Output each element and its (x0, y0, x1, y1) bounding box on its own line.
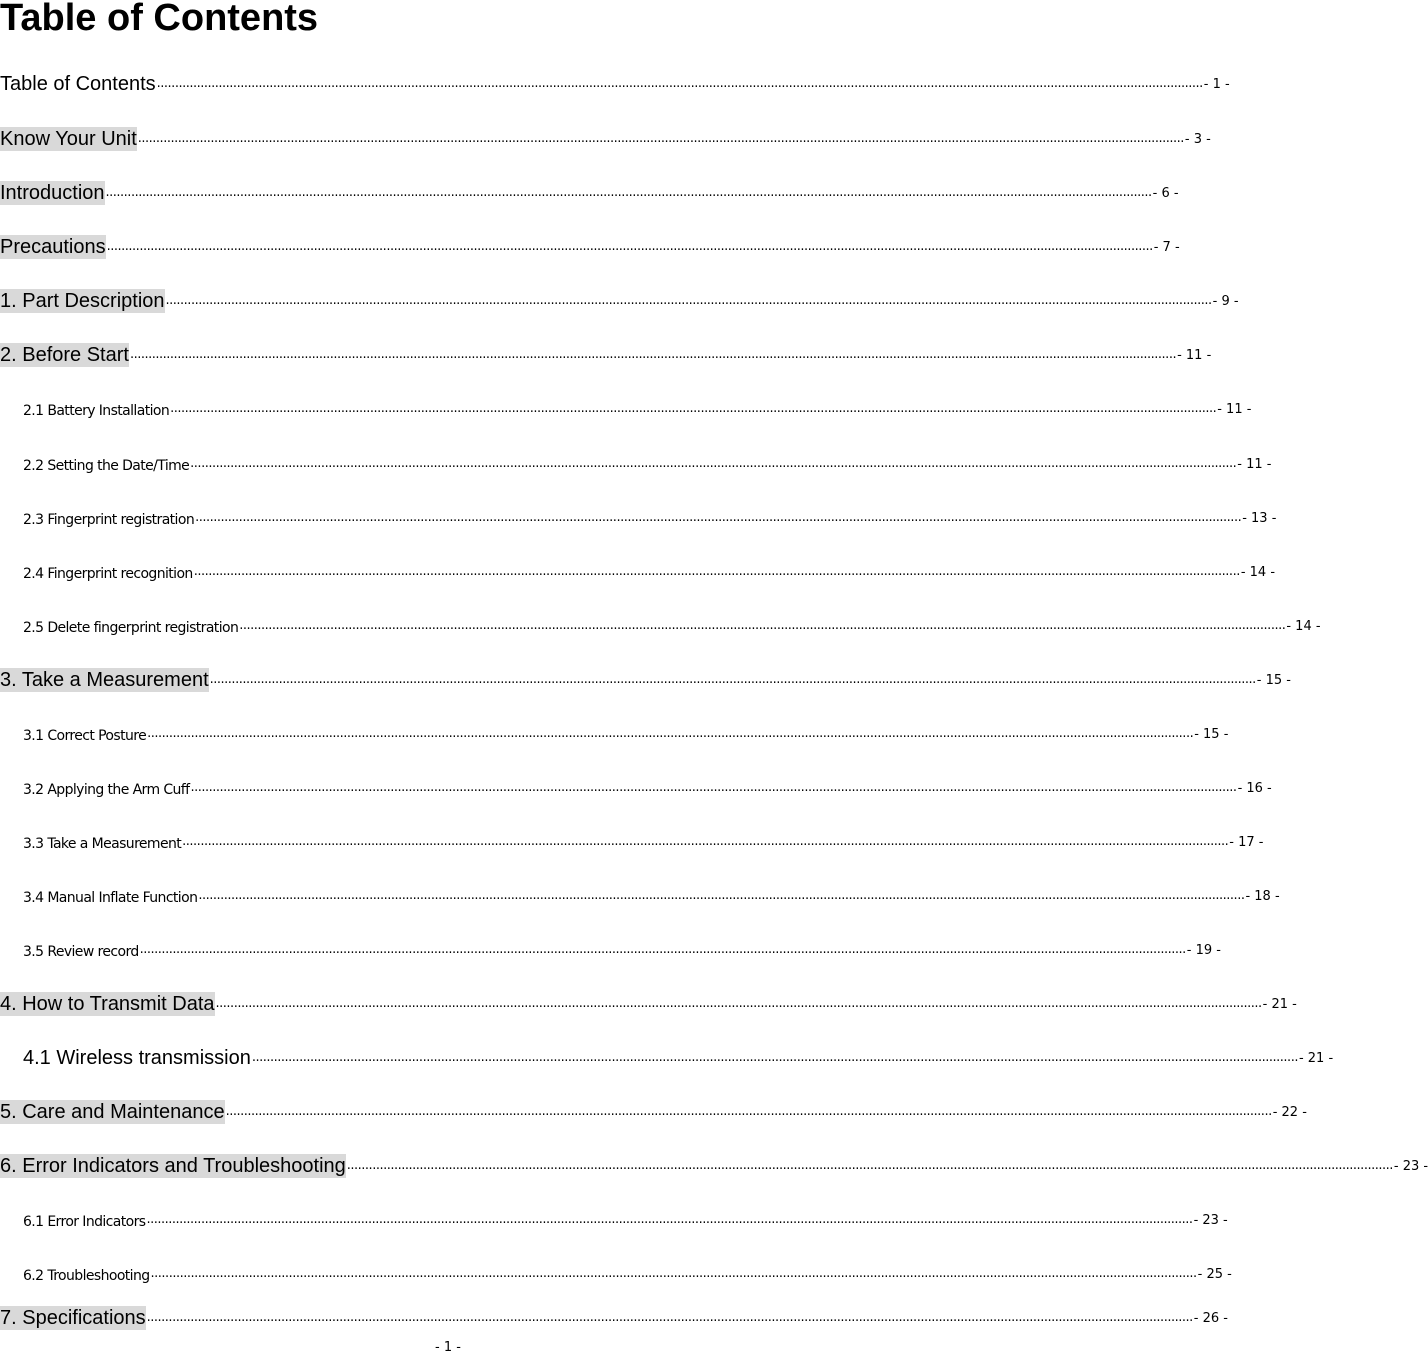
toc-entry-error-indicators-troubleshooting[interactable] (0, 1152, 1428, 1178)
toc-page-number: - 25 - (1197, 1267, 1232, 1282)
toc-page-number: - 7 - (1153, 240, 1180, 255)
toc-page-number: - 17 - (1229, 835, 1264, 850)
toc-leader-dots: ................................................................................................................................................................................................................................................................................................ (156, 76, 1203, 91)
page-title: Table of Contents (0, 0, 319, 39)
toc-leader-dots: ................................................................................................................................................................................................................................................................................................ (346, 1158, 1393, 1173)
toc-page-number: - 23 - (1193, 1213, 1228, 1228)
toc-leader-dots: ................................................................................................................................................................................................................................................................................................ (146, 1310, 1193, 1325)
toc-leader-dots: ................................................................................................................................................................................................................................................................................................ (129, 347, 1177, 362)
toc-entry-review-record[interactable] (0, 936, 1221, 962)
toc-entry-troubleshooting[interactable] (0, 1260, 1232, 1286)
toc-entry-table-of-contents[interactable] (0, 70, 1230, 96)
toc-entry-label: 2.5 Delete fingerprint registration (23, 620, 239, 636)
toc-leader-dots: ................................................................................................................................................................................................................................................................................................ (193, 564, 1240, 579)
toc-entry-label: 2.1 Battery Installation (23, 403, 170, 419)
toc-leader-dots: ................................................................................................................................................................................................................................................................................................ (209, 672, 1256, 687)
toc-page-number: - 14 - (1240, 565, 1276, 580)
toc-entry-label: 6.2 Troubleshooting (23, 1268, 150, 1284)
toc-leader-dots: ................................................................................................................................................................................................................................................................................................ (239, 618, 1286, 633)
toc-entry-label: 6.1 Error Indicators (23, 1214, 146, 1230)
page-footer-number: - 1 - (435, 1340, 461, 1355)
toc-page-number: - 15 - (1194, 727, 1229, 742)
toc-leader-dots: ................................................................................................................................................................................................................................................................................................ (182, 834, 1229, 849)
toc-page-number: - 22 - (1272, 1105, 1307, 1120)
toc-entry-label: 2. Before Start (0, 344, 129, 366)
toc-leader-dots: ................................................................................................................................................................................................................................................................................................ (105, 185, 1152, 200)
toc-entry-take-a-measurement[interactable] (0, 666, 1291, 692)
toc-entry-applying-arm-cuff[interactable] (0, 774, 1272, 800)
toc-entry-label: 4. How to Transmit Data (0, 993, 215, 1015)
toc-entry-before-start[interactable] (0, 341, 1212, 367)
toc-page-number: - 14 - (1286, 619, 1321, 634)
toc-leader-dots: ................................................................................................................................................................................................................................................................................................ (147, 726, 1194, 741)
toc-page-number: - 11 - (1177, 348, 1212, 363)
toc-entry-error-indicators[interactable] (0, 1206, 1228, 1232)
toc-page-number: - 26 - (1193, 1311, 1228, 1326)
toc-entry-label: 3.2 Applying the Arm Cuff (23, 782, 190, 798)
toc-leader-dots: ................................................................................................................................................................................................................................................................................................ (165, 293, 1212, 308)
toc-page-number: - 16 - (1237, 781, 1272, 796)
toc-page-number: - 9 - (1212, 294, 1239, 309)
toc-leader-dots: ................................................................................................................................................................................................................................................................................................ (225, 1104, 1272, 1119)
toc-entry-introduction[interactable] (0, 179, 1179, 205)
toc-entry-label: Precautions (0, 236, 106, 258)
toc-leader-dots: ................................................................................................................................................................................................................................................................................................ (137, 131, 1184, 146)
toc-entry-transmit-data[interactable] (0, 990, 1297, 1016)
toc-leader-dots: ................................................................................................................................................................................................................................................................................................ (170, 401, 1217, 416)
toc-entry-label: Know Your Unit (0, 128, 137, 150)
toc-entry-label: Introduction (0, 182, 105, 204)
toc-entry-label: 3.4 Manual Inflate Function (23, 890, 198, 906)
toc-leader-dots: ................................................................................................................................................................................................................................................................................................ (190, 456, 1237, 471)
toc-entry-part-description[interactable] (0, 287, 1239, 313)
toc-entry-label: 2.4 Fingerprint recognition (23, 566, 193, 582)
toc-page-number: - 6 - (1152, 186, 1179, 201)
toc-page-number: - 23 - (1393, 1159, 1428, 1174)
toc-entry-manual-inflate[interactable] (0, 882, 1280, 908)
toc-entry-precautions[interactable] (0, 233, 1180, 259)
toc-entry-label: 3.3 Take a Measurement (23, 836, 182, 852)
toc-page-number: - 13 - (1242, 511, 1277, 526)
toc-entry-fingerprint-recognition[interactable] (0, 558, 1276, 584)
toc-entry-label: 5. Care and Maintenance (0, 1101, 225, 1123)
toc-leader-dots: ................................................................................................................................................................................................................................................................................................ (106, 239, 1153, 254)
toc-entry-know-your-unit[interactable] (0, 125, 1211, 151)
toc-entry-fingerprint-registration[interactable] (0, 504, 1277, 530)
toc-entry-label: 1. Part Description (0, 290, 165, 312)
toc-entry-delete-fingerprint[interactable] (0, 612, 1321, 638)
toc-page-number: - 19 - (1186, 943, 1221, 958)
toc-entry-label: 3. Take a Measurement (0, 669, 209, 691)
toc-entry-label: 2.2 Setting the Date/Time (23, 458, 190, 474)
toc-entry-label: 4.1 Wireless transmission (23, 1047, 251, 1069)
toc-page-number: - 21 - (1262, 997, 1297, 1012)
toc-entry-label: 7. Specifications (0, 1307, 146, 1329)
toc-leader-dots: ................................................................................................................................................................................................................................................................................................ (215, 996, 1262, 1011)
toc-entry-setting-date-time[interactable] (0, 450, 1272, 476)
toc-page-number: - 21 - (1298, 1051, 1334, 1066)
toc-page-number: - 11 - (1237, 457, 1272, 472)
toc-page-number: - 3 - (1184, 132, 1211, 147)
toc-leader-dots: ................................................................................................................................................................................................................................................................................................ (139, 942, 1186, 957)
toc-leader-dots: ................................................................................................................................................................................................................................................................................................ (251, 1050, 1298, 1065)
toc-entry-label: 6. Error Indicators and Troubleshooting (0, 1155, 346, 1177)
toc-page-number: - 15 - (1256, 673, 1291, 688)
toc-page-number: - 11 - (1217, 402, 1252, 417)
toc-entry-specifications[interactable] (0, 1304, 1228, 1330)
toc-leader-dots: ................................................................................................................................................................................................................................................................................................ (195, 510, 1242, 525)
toc-entry-label: Table of Contents (0, 73, 156, 95)
toc-leader-dots: ................................................................................................................................................................................................................................................................................................ (190, 780, 1237, 795)
toc-page-number: - 1 - (1203, 77, 1230, 92)
toc-leader-dots: ................................................................................................................................................................................................................................................................................................ (198, 888, 1245, 903)
toc-entry-label: 3.5 Review record (23, 944, 139, 960)
toc-entry-care-maintenance[interactable] (0, 1098, 1307, 1124)
toc-entry-take-a-measurement-sub[interactable] (0, 828, 1264, 854)
toc-leader-dots: ................................................................................................................................................................................................................................................................................................ (150, 1266, 1197, 1281)
toc-entry-battery-installation[interactable] (0, 395, 1252, 421)
toc-entry-wireless-transmission[interactable] (0, 1044, 1334, 1070)
toc-entry-label: 3.1 Correct Posture (23, 728, 147, 744)
toc-entry-label: 2.3 Fingerprint registration (23, 512, 195, 528)
toc-entry-correct-posture[interactable] (0, 720, 1229, 746)
toc-leader-dots: ................................................................................................................................................................................................................................................................................................ (146, 1212, 1193, 1227)
toc-page-number: - 18 - (1245, 889, 1280, 904)
